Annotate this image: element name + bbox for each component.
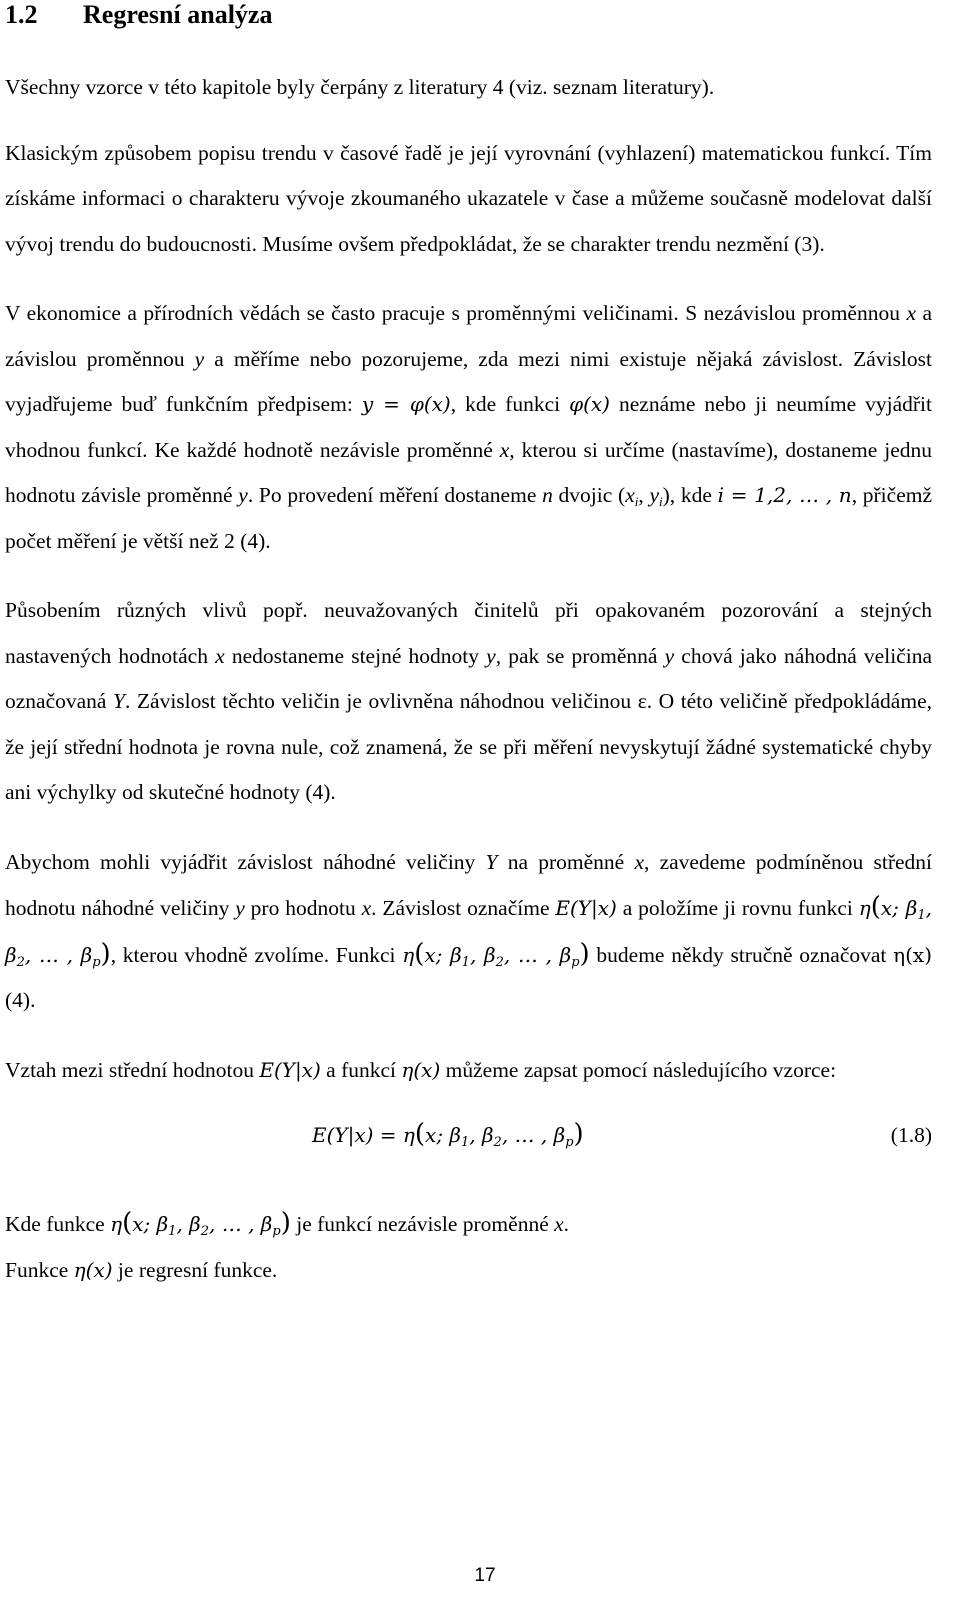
section-title: Regresní analýza — [83, 0, 273, 29]
regression-function-line: Funkce η(x) je regresní funkce. — [5, 1257, 278, 1282]
page-number: 17 — [474, 1565, 496, 1586]
trend-paragraph: Klasickým způsobem popisu trendu v časové řadě je její vyrovnání (vyhlazení) matematickou funkcí. Tím získáme informaci o charakteru vývoje zkoumaného ukazatele v čase a můžeme současně modelovat další vývoj trendu do budoucnosti. Musíme ovšem předpokládat, že se charakter trendu nezmění (3). — [5, 140, 932, 256]
function-description-line: Kde funkce η(x; $\beta_1$, $\beta_2$, … , $\beta_p$) je funkcí nezávisle proměnné x. — [5, 1208, 570, 1239]
source-note-paragraph: Všechny vzorce v této kapitole byly čerpány z literatury 4 (viz. seznam literatury). — [5, 75, 715, 99]
formula-eta-x: η(x) — [401, 1057, 441, 1082]
formula-eta-x: η(x) — [73, 1257, 113, 1282]
random-variable-paragraph: Působením různých vlivů popř. neuvažovaných činitelů při opakovaném pozorování a stejných nastavených hodnotách x nedostaneme stejné hodnoty y, pak se proměnná y chová jako náhodná veličina označovaná Y. Závislost těchto veličin je ovlivněna náhodnou veličinou ε. O této veličině předpokládáme, že její střední hodnota je rovna nule, což znamená, že se při měření nevyskytují žádné systematické chyby ani výchylky od skutečné hodnoty (4). — [5, 598, 932, 804]
formula-eta-function: η(x; $\beta_1$, $\beta_2$, … , $\beta_p$) — [5, 892, 932, 970]
formula-conditional-mean: E(Y|x) — [259, 1057, 321, 1082]
equation-number: (1.8) — [890, 1123, 932, 1147]
formula-eta-x: η(x) — [893, 942, 932, 967]
equation-1-8 — [5, 1115, 932, 1173]
conditional-mean-paragraph: Abychom mohli vyjádřit závislost náhodné veličiny Y na proměnné x, zavedeme podmíněnou střední hodnotu náhodné veličiny y pro hodnotu x. Závislost označíme E(Y|x) a položíme ji rovnu funkci η(x; $\beta_1$, $\beta_2$, … , $\beta_p$), kterou vhodně zvolíme. Funkci η(x; $\beta_1$, $\beta_2$, … , $\beta_p$) budeme někdy stručně označovat η(x) (4). — [5, 849, 932, 1012]
section-heading — [5, 0, 932, 42]
formula-y-phi-x: y = φ(x) — [361, 392, 451, 416]
formula-conditional-mean: E(Y|x) — [555, 896, 617, 920]
formula-index-range: i = 1,2, … , n — [717, 483, 852, 507]
relation-paragraph: Vztah mezi střední hodnotou E(Y|x) a funkcí η(x) můžeme zapsat pomocí následujícího vzorce: — [5, 1057, 837, 1082]
variables-paragraph: V ekonomice a přírodních vědách se často pracuje s proměnnými veličinami. S nezávislou proměnnou x a závislou proměnnou y a měříme nebo pozorujeme, zda mezi nimi existuje nějaká závislost. Závislost vyjadřujeme buď funkčním předpisem: y = φ(x), kde funkci φ(x) neznáme nebo ji neumíme vyjádřit vhodnou funkcí. Ke každé hodnotě nezávisle proměnné x, kterou si určíme (nastavíme), dostaneme jednu hodnotu závisle proměnné y. Po provedení měření dostaneme n dvojic ($x_i$, $y_i$), kde i = 1,2, … , n, přičemž počet měření je větší než 2 (4). — [5, 301, 933, 553]
formula-eta-function: η(x; $\beta_1$, $\beta_2$, … , $\beta_p$) — [110, 1208, 291, 1239]
formula-phi-x: φ(x) — [569, 392, 610, 416]
equation-body: E(Y|x) = η(x; $\beta_1$, $\beta_2$, … , $\beta_p$) — [312, 1119, 584, 1150]
formula-eta-function: η(x; $\beta_1$, $\beta_2$, … , $\beta_p$) — [402, 938, 590, 970]
section-number: 1.2 — [5, 0, 38, 29]
